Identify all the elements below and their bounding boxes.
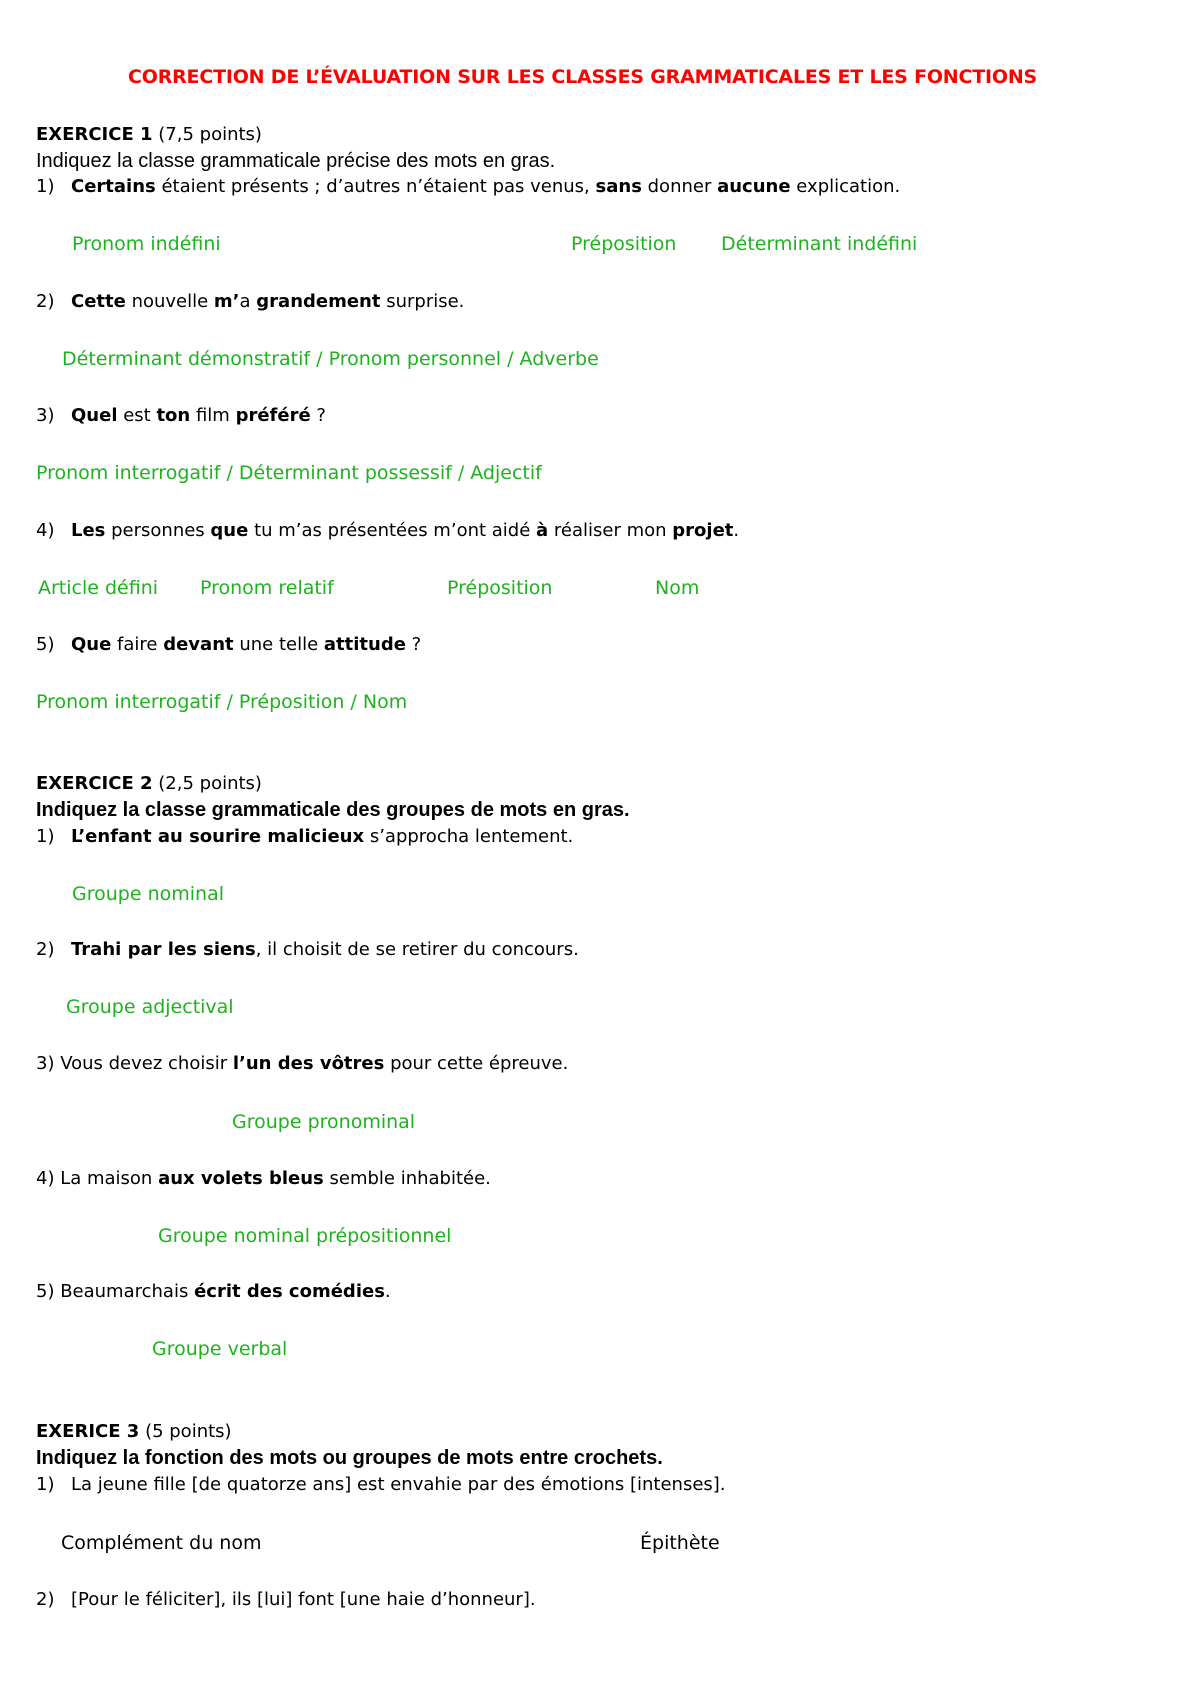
ex1-question-5: 5) Que faire devant une telle attitude ? bbox=[36, 634, 422, 655]
ex1-question-3: 3) Quel est ton film préféré ? bbox=[36, 405, 326, 426]
ex1-answer-4d: Nom bbox=[655, 577, 700, 599]
ex3-question-2: 2) [Pour le féliciter], ils [lui] font [une haie d’honneur]. bbox=[36, 1589, 536, 1610]
ex1-question-2: 2) Cette nouvelle m’a grandement surprise. bbox=[36, 291, 465, 312]
ex1-answer-1a: Pronom indéfini bbox=[72, 233, 221, 255]
exercise-1-title: EXERCICE 1 bbox=[36, 124, 153, 145]
exercise-1-instruction: Indiquez la classe grammaticale précise des mots en gras. bbox=[36, 150, 556, 172]
page-title: CORRECTION DE L’ÉVALUATION SUR LES CLASSES GRAMMATICALES ET LES FONCTIONS bbox=[128, 66, 1038, 88]
exercise-1-heading bbox=[36, 124, 262, 145]
ex2-answer-4: Groupe nominal prépositionnel bbox=[158, 1225, 452, 1247]
ex1-answer-4b: Pronom relatif bbox=[200, 577, 334, 599]
ex1-answer-4a: Article défini bbox=[38, 577, 159, 599]
ex2-question-3: 3) Vous devez choisir l’un des vôtres pour cette épreuve. bbox=[36, 1053, 569, 1074]
ex2-answer-3: Groupe pronominal bbox=[232, 1111, 416, 1133]
ex1-answer-4c: Préposition bbox=[447, 577, 553, 599]
exercise-3-heading bbox=[36, 1421, 232, 1442]
exercise-1-points: (7,5 points) bbox=[158, 124, 262, 145]
exercise-3-points: (5 points) bbox=[145, 1421, 232, 1442]
ex1-answer-2: Déterminant démonstratif / Pronom personnel / Adverbe bbox=[62, 348, 599, 370]
exercise-2-instruction: Indiquez la classe grammaticale des groupes de mots en gras. bbox=[36, 799, 630, 821]
exercise-2-points: (2,5 points) bbox=[158, 773, 262, 794]
ex2-answer-2: Groupe adjectival bbox=[66, 996, 234, 1018]
ex2-question-4: 4) La maison aux volets bleus semble inhabitée. bbox=[36, 1168, 491, 1189]
ex2-question-1: 1) L’enfant au sourire malicieux s’approcha lentement. bbox=[36, 826, 574, 847]
ex2-question-2: 2) Trahi par les siens, il choisit de se retirer du concours. bbox=[36, 939, 579, 960]
exercise-2-title: EXERCICE 2 bbox=[36, 773, 153, 794]
ex1-answer-1b: Préposition bbox=[571, 233, 677, 255]
ex1-answer-5: Pronom interrogatif / Préposition / Nom bbox=[36, 691, 408, 713]
ex2-question-5: 5) Beaumarchais écrit des comédies. bbox=[36, 1281, 391, 1302]
ex3-question-1: 1) La jeune fille [de quatorze ans] est envahie par des émotions [intenses]. bbox=[36, 1474, 726, 1495]
exercise-2-heading bbox=[36, 773, 262, 794]
ex1-answer-3: Pronom interrogatif / Déterminant possessif / Adjectif bbox=[36, 462, 542, 484]
ex2-answer-1: Groupe nominal bbox=[72, 883, 224, 905]
ex1-question-4: 4) Les personnes que tu m’as présentées m’ont aidé à réaliser mon projet. bbox=[36, 520, 740, 541]
exercise-3-title: EXERICE 3 bbox=[36, 1421, 140, 1442]
ex3-answer-1a: Complément du nom bbox=[61, 1532, 262, 1554]
ex3-answer-1b: Épithète bbox=[640, 1532, 720, 1554]
ex1-question-1: 1) Certains étaient présents ; d’autres n’étaient pas venus, sans donner aucune explication. bbox=[36, 176, 901, 197]
exercise-3-instruction: Indiquez la fonction des mots ou groupes de mots entre crochets. bbox=[36, 1447, 663, 1469]
ex2-answer-5: Groupe verbal bbox=[152, 1338, 288, 1360]
ex1-answer-1c: Déterminant indéfini bbox=[721, 233, 918, 255]
